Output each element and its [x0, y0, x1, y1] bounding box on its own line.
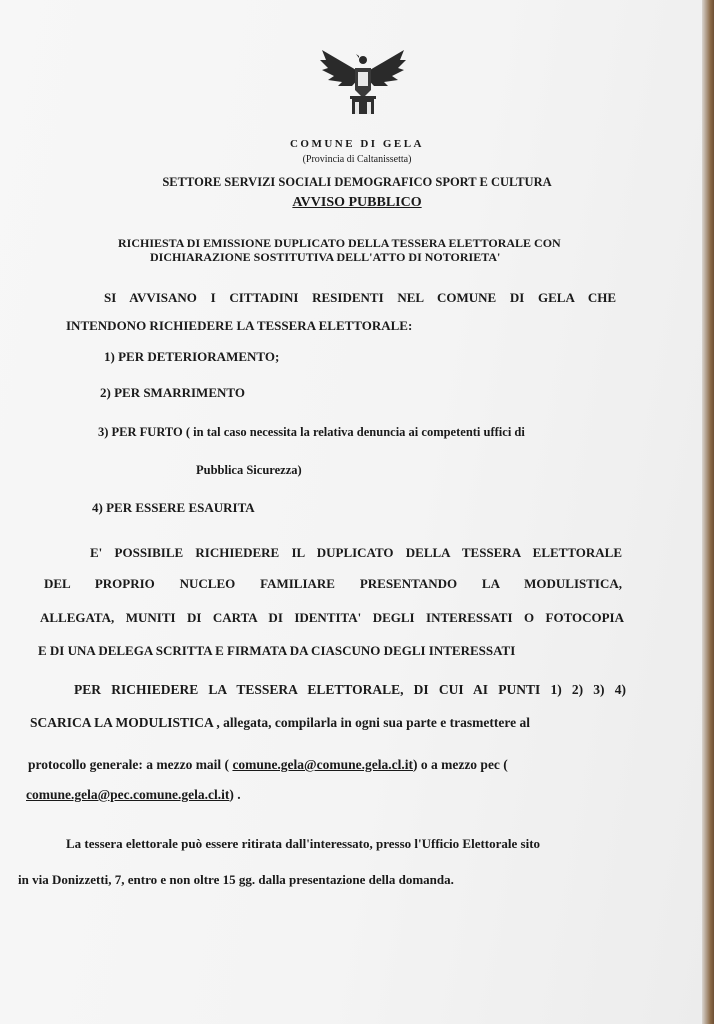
intro-line-2: INTENDONO RICHIEDERE LA TESSERA ELETTORALE:	[66, 318, 413, 333]
paper-edge-shadow	[702, 0, 714, 1024]
intro-line-1: SI AVVISANO I CITTADINI RESIDENTI NEL COMUNE DI GELA CHE	[104, 290, 616, 305]
pickup-line-2: in via Donizzetti, 7, entro e non oltre 15 gg. dalla presentazione della domanda.	[18, 872, 454, 887]
download-forms-text: SCARICA LA MODULISTICA	[30, 715, 214, 730]
subject-line-1: RICHIESTA DI EMISSIONE DUPLICATO DELLA TESSERA ELETTORALE CON	[118, 236, 561, 250]
family-paragraph-line-3: ALLEGATA, MUNITI DI CARTA DI IDENTITA' DEGLI INTERESSATI O FOTOCOPIA	[40, 610, 624, 625]
email-link[interactable]: comune.gela@comune.gela.cl.it	[232, 757, 413, 772]
instructions-line-2-rest: , allegata, compilarla in ogni sua parte e trasmettere al	[213, 715, 530, 730]
family-paragraph-line-4: E DI UNA DELEGA SCRITTA E FIRMATA DA CIASCUNO DEGLI INTERESSATI	[38, 643, 516, 658]
eagle-emblem-icon	[318, 46, 408, 118]
municipality-name: COMUNE DI GELA	[289, 138, 424, 150]
family-paragraph-line-1: E' POSSIBILE RICHIEDERE IL DUPLICATO DELLA TESSERA ELETTORALE	[90, 545, 622, 560]
reason-item-3-continued: Pubblica Sicurezza)	[196, 463, 302, 477]
reason-item-4: 4) PER ESSERE ESAURITA	[92, 500, 255, 515]
instructions-line-4	[26, 787, 241, 803]
reason-item-1: 1) PER DETERIORAMENTO;	[104, 349, 280, 364]
department-title: SETTORE SERVIZI SOCIALI DEMOGRAFICO SPORT E CULTURA	[162, 175, 552, 189]
pec-intro-text: ) o a mezzo pec (	[412, 757, 508, 772]
province-name: (Provincia di Caltanissetta)	[302, 154, 412, 165]
subject-line-2: DICHIARAZIONE SOSTITUTIVA DELL'ATTO DI NOTORIETA'	[150, 250, 501, 264]
reason-item-2: 2) PER SMARRIMENTO	[100, 385, 245, 400]
instructions-line-3	[28, 757, 508, 773]
instructions-line-2	[30, 715, 630, 731]
pec-link[interactable]: comune.gela@pec.comune.gela.cl.it	[26, 787, 230, 802]
pickup-line-1: La tessera elettorale può essere ritirata dall'interessato, presso l'Ufficio Elettorale sito	[66, 836, 541, 851]
instructions-line-1: PER RICHIEDERE LA TESSERA ELETTORALE, DI CUI AI PUNTI 1) 2) 3) 4)	[74, 682, 626, 697]
family-paragraph-line-2: DEL PROPRIO NUCLEO FAMILIARE PRESENTANDO LA MODULISTICA,	[44, 576, 622, 591]
notice-title: AVVISO PUBBLICO	[292, 195, 422, 210]
instructions-line-4-end: ) .	[229, 787, 241, 802]
reason-item-3: 3) PER FURTO ( in tal caso necessita la relativa denuncia ai competenti uffici di	[98, 425, 525, 439]
mail-intro-text: protocollo generale: a mezzo mail (	[28, 757, 230, 772]
